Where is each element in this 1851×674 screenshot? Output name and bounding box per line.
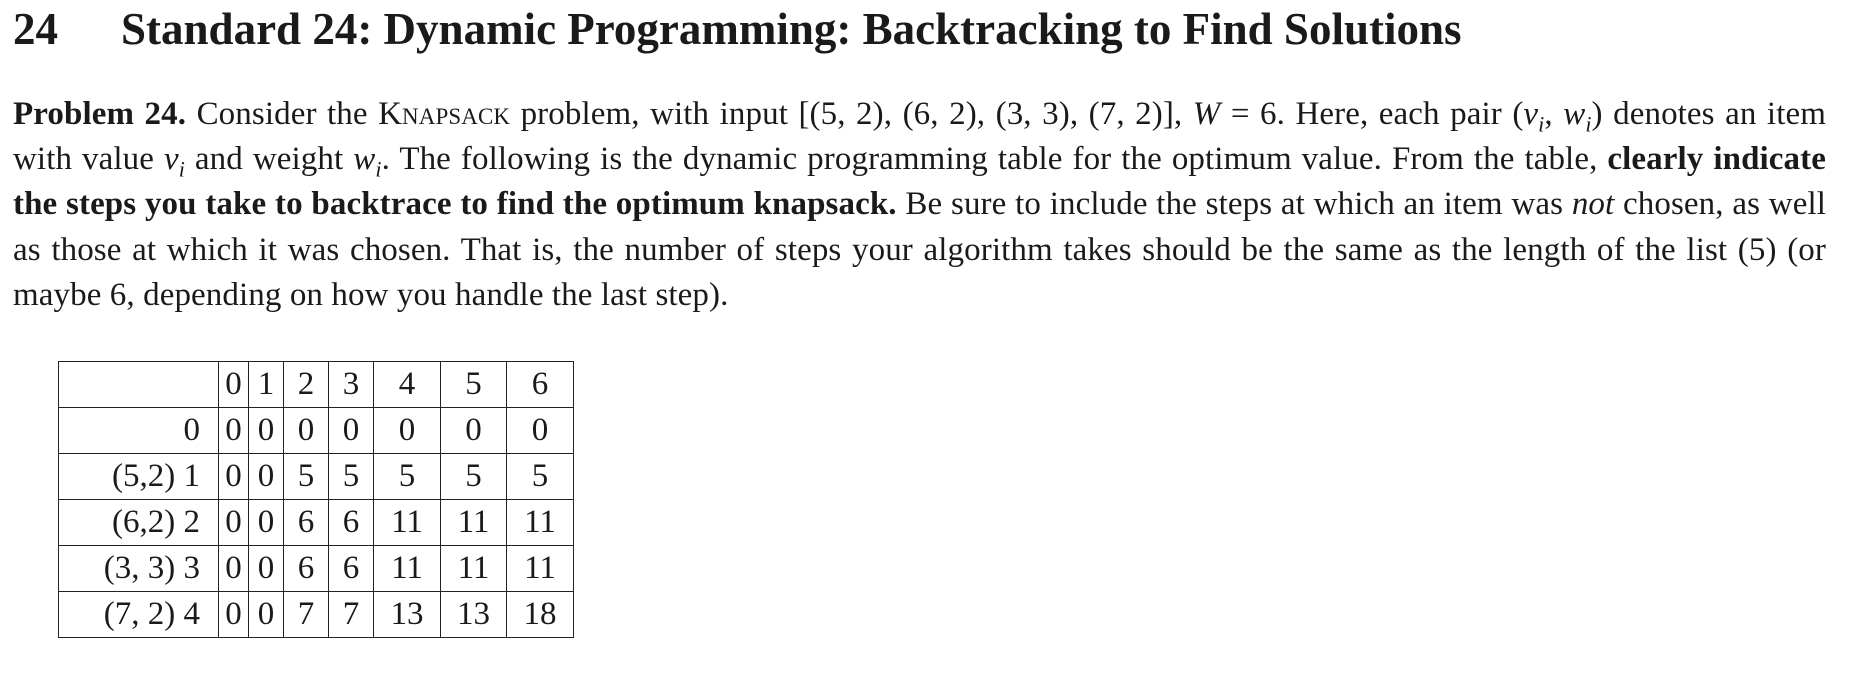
dp-table bbox=[58, 361, 574, 638]
problem-text: denotes an item with value bbox=[13, 96, 1826, 178]
row-label: 0 bbox=[59, 408, 219, 454]
table-header-cell: 5 bbox=[441, 362, 507, 408]
table-cell: 0 bbox=[219, 500, 249, 546]
table-cell: 7 bbox=[284, 592, 329, 638]
problem-text: chosen, as well as those at which it was chosen. That is, the number of steps your algorithm takes should be the same as the length of the list (5) (or maybe 6, depending on how you handle the last step). bbox=[13, 186, 1827, 313]
table-cell: 0 bbox=[219, 408, 249, 454]
section-number: 24 bbox=[13, 4, 58, 54]
table-row bbox=[59, 592, 574, 638]
table-cell: 0 bbox=[249, 546, 284, 592]
table-cell: 5 bbox=[284, 454, 329, 500]
table-cell: 0 bbox=[329, 408, 374, 454]
table-header-cell: 6 bbox=[507, 362, 574, 408]
table-cell: 5 bbox=[329, 454, 374, 500]
value-sub: i bbox=[178, 156, 185, 182]
problem-text: and weight bbox=[184, 141, 354, 178]
table-cell: 13 bbox=[374, 592, 441, 638]
table-row bbox=[59, 408, 574, 454]
input-list: [(5, 2), (6, 2), (3, 3), (7, 2)], bbox=[798, 96, 1193, 132]
table-cell: 5 bbox=[374, 454, 441, 500]
row-label: (5,2) 1 bbox=[59, 454, 219, 500]
row-label: (7, 2) 4 bbox=[59, 592, 219, 638]
table-cell: 0 bbox=[374, 408, 441, 454]
table-cell: 6 bbox=[329, 500, 374, 546]
table-cell: 0 bbox=[507, 408, 574, 454]
table-cell: 0 bbox=[219, 592, 249, 638]
table-row bbox=[59, 500, 574, 546]
section-title: Standard 24: Dynamic Programming: Backtracking to Find Solutions bbox=[121, 4, 1462, 54]
weight-sub: i bbox=[375, 156, 382, 182]
table-cell: 0 bbox=[219, 454, 249, 500]
table-cell: 0 bbox=[249, 592, 284, 638]
problem-name: Knapsack bbox=[378, 96, 511, 132]
table-cell: 0 bbox=[249, 500, 284, 546]
capacity-variable: W bbox=[1192, 96, 1221, 132]
pair-notation bbox=[1512, 96, 1603, 137]
table-cell: 6 bbox=[329, 546, 374, 592]
table-cell: 0 bbox=[249, 408, 284, 454]
table-cell: 11 bbox=[441, 546, 507, 592]
table-row bbox=[59, 454, 574, 500]
table-header-cell: 3 bbox=[329, 362, 374, 408]
bold-instruction: clearly indicate the steps you take to backtrace to find the optimum knapsack. bbox=[13, 141, 1826, 223]
pair-close: ) bbox=[1591, 96, 1603, 132]
table-cell: 13 bbox=[441, 592, 507, 638]
table-cell: 7 bbox=[329, 592, 374, 638]
problem-text: Here, each pair bbox=[1284, 96, 1513, 132]
pair-open: ( bbox=[1512, 96, 1524, 132]
pair-w: w bbox=[1563, 96, 1586, 132]
table-cell: 11 bbox=[441, 500, 507, 546]
table-cell: 5 bbox=[441, 454, 507, 500]
italic-not: not bbox=[1571, 186, 1615, 223]
value-variable: v bbox=[163, 141, 179, 178]
problem-text: Consider the bbox=[186, 96, 379, 132]
problem-statement bbox=[13, 92, 1826, 318]
problem-label: Problem 24. bbox=[13, 96, 187, 132]
table-cell: 11 bbox=[374, 500, 441, 546]
capacity-value: = 6. bbox=[1220, 96, 1285, 132]
table-cell: 5 bbox=[507, 454, 574, 500]
row-label: (3, 3) 3 bbox=[59, 546, 219, 592]
problem-text: Be sure to include the steps at which an item was bbox=[896, 186, 1572, 223]
pair-sub: i bbox=[1585, 111, 1592, 137]
weight-variable: w bbox=[353, 141, 376, 178]
table-header-cell: 4 bbox=[374, 362, 441, 408]
table-cell: 11 bbox=[374, 546, 441, 592]
table-header-cell: 2 bbox=[284, 362, 329, 408]
document-page bbox=[13, 0, 1838, 318]
table-header-row bbox=[59, 362, 574, 408]
problem-text: . The following is the dynamic programming table for the optimum value. From the table, bbox=[381, 141, 1608, 178]
table-row bbox=[59, 546, 574, 592]
pair-v: v bbox=[1523, 96, 1539, 132]
row-label: (6,2) 2 bbox=[59, 500, 219, 546]
table-header-cell: 0 bbox=[219, 362, 249, 408]
table-header-cell: 1 bbox=[249, 362, 284, 408]
table-cell: 0 bbox=[284, 408, 329, 454]
table-cell: 0 bbox=[219, 546, 249, 592]
table-cell: 11 bbox=[507, 500, 574, 546]
problem-text: problem, with input bbox=[510, 96, 799, 132]
table-corner-cell bbox=[59, 362, 219, 408]
table-cell: 11 bbox=[507, 546, 574, 592]
pair-sub: i bbox=[1538, 111, 1545, 137]
section-heading bbox=[13, 0, 1838, 62]
table-cell: 0 bbox=[249, 454, 284, 500]
table-cell: 0 bbox=[441, 408, 507, 454]
table-cell: 6 bbox=[284, 500, 329, 546]
table-cell: 6 bbox=[284, 546, 329, 592]
pair-comma: , bbox=[1544, 96, 1564, 132]
table-cell: 18 bbox=[507, 592, 574, 638]
